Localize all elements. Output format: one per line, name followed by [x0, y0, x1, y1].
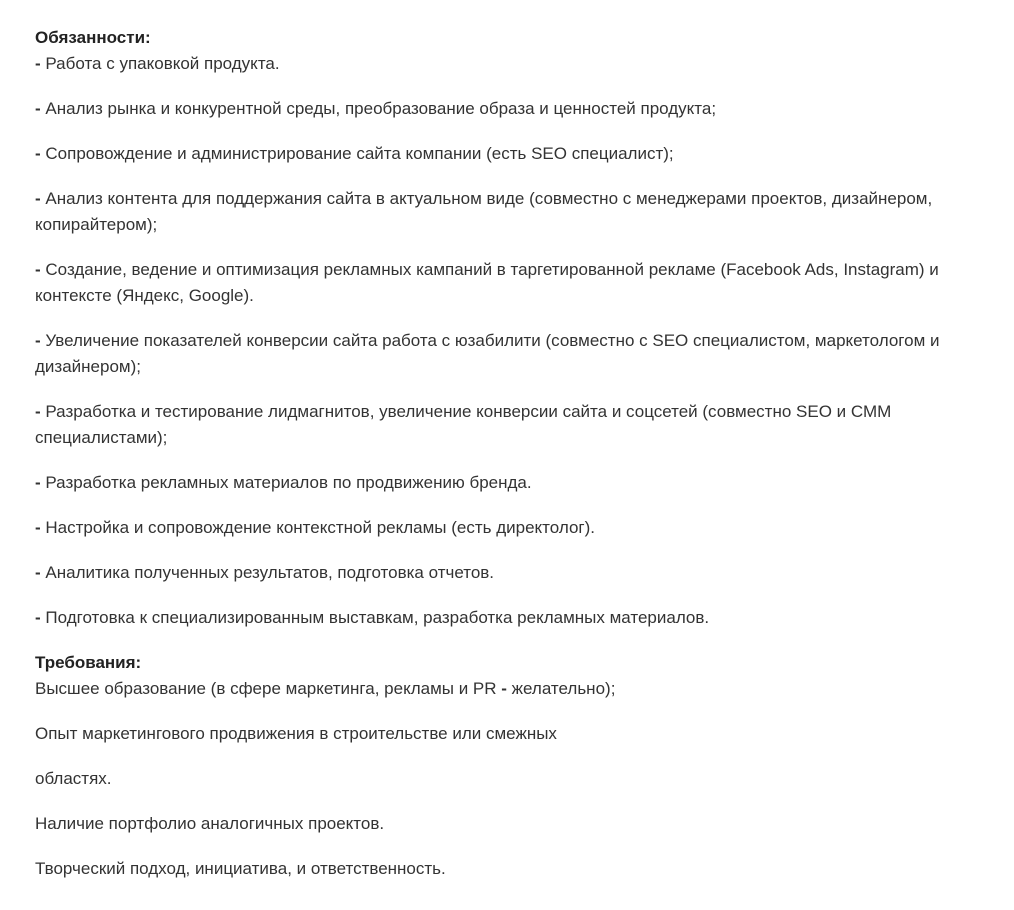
dash-marker: -: [35, 563, 41, 582]
list-item-text: желательно);: [506, 679, 616, 698]
list-item: [35, 856, 985, 882]
list-item: [35, 470, 985, 496]
requirements-section: [35, 650, 985, 882]
dash-marker: -: [35, 518, 41, 537]
list-item-text: Аналитика полученных результатов, подготовка отчетов.: [45, 563, 495, 582]
list-item: [35, 399, 985, 451]
dash-marker: -: [501, 679, 507, 698]
list-item: [35, 676, 985, 702]
dash-marker: -: [35, 189, 41, 208]
job-description: [35, 25, 985, 882]
list-item-text: областях.: [35, 769, 112, 788]
dash-marker: -: [35, 473, 41, 492]
list-item: [35, 811, 985, 837]
list-item-text: Творческий подход, инициатива, и ответственность.: [35, 859, 446, 878]
dash-marker: -: [35, 99, 41, 118]
list-item: [35, 51, 985, 77]
duties-section: [35, 25, 985, 631]
dash-marker: -: [35, 260, 41, 279]
list-item-text: Увеличение показателей конверсии сайта работа с юзабилити (совместно с SEO специалистом, маркетологом и дизайнером);: [35, 331, 940, 376]
list-item-text: Сопровождение и администрирование сайта компании (есть SEO специалист);: [45, 144, 674, 163]
dash-marker: -: [35, 54, 41, 73]
dash-marker: -: [35, 144, 41, 163]
list-item: [35, 515, 985, 541]
list-item: [35, 605, 985, 631]
list-item: [35, 141, 985, 167]
list-item-text: Наличие портфолио аналогичных проектов.: [35, 814, 385, 833]
list-item-text: Опыт маркетингового продвижения в строительстве или смежных: [35, 724, 557, 743]
dash-marker: -: [35, 608, 41, 627]
list-item: [35, 257, 985, 309]
list-item-text: Подготовка к специализированным выставкам, разработка рекламных материалов.: [45, 608, 710, 627]
list-item-text: Настройка и сопровождение контекстной рекламы (есть директолог).: [45, 518, 596, 537]
list-item: [35, 766, 985, 792]
list-item-text: Разработка и тестирование лидмагнитов, увеличение конверсии сайта и соцсетей (совместно SEO и СММ специалистами);: [35, 402, 892, 447]
list-item: [35, 96, 985, 122]
duties-list: [35, 51, 985, 631]
list-item: [35, 560, 985, 586]
dash-marker: -: [35, 402, 41, 421]
list-item-text: Создание, ведение и оптимизация рекламных кампаний в таргетированной рекламе (Facebook Ads, Instagram) и контексте (Яндекс, Google).: [35, 260, 939, 305]
list-item-text: Разработка рекламных материалов по продвижению бренда.: [45, 473, 532, 492]
list-item: [35, 328, 985, 380]
requirements-list: [35, 676, 985, 882]
list-item: [35, 721, 985, 747]
duties-heading: Обязанности:: [35, 28, 151, 47]
dash-marker: -: [35, 331, 41, 350]
list-item-text: Анализ рынка и конкурентной среды, преобразование образа и ценностей продукта;: [45, 99, 717, 118]
list-item-text: Анализ контента для поддержания сайта в актуальном виде (совместно с менеджерами проектов, дизайнером, копирайтером);: [35, 189, 933, 234]
list-item-text: Работа с упаковкой продукта.: [45, 54, 280, 73]
list-item-text: Высшее образование (в сфере маркетинга, рекламы и PR: [35, 679, 502, 698]
list-item: [35, 186, 985, 238]
requirements-heading: Требования:: [35, 653, 142, 672]
